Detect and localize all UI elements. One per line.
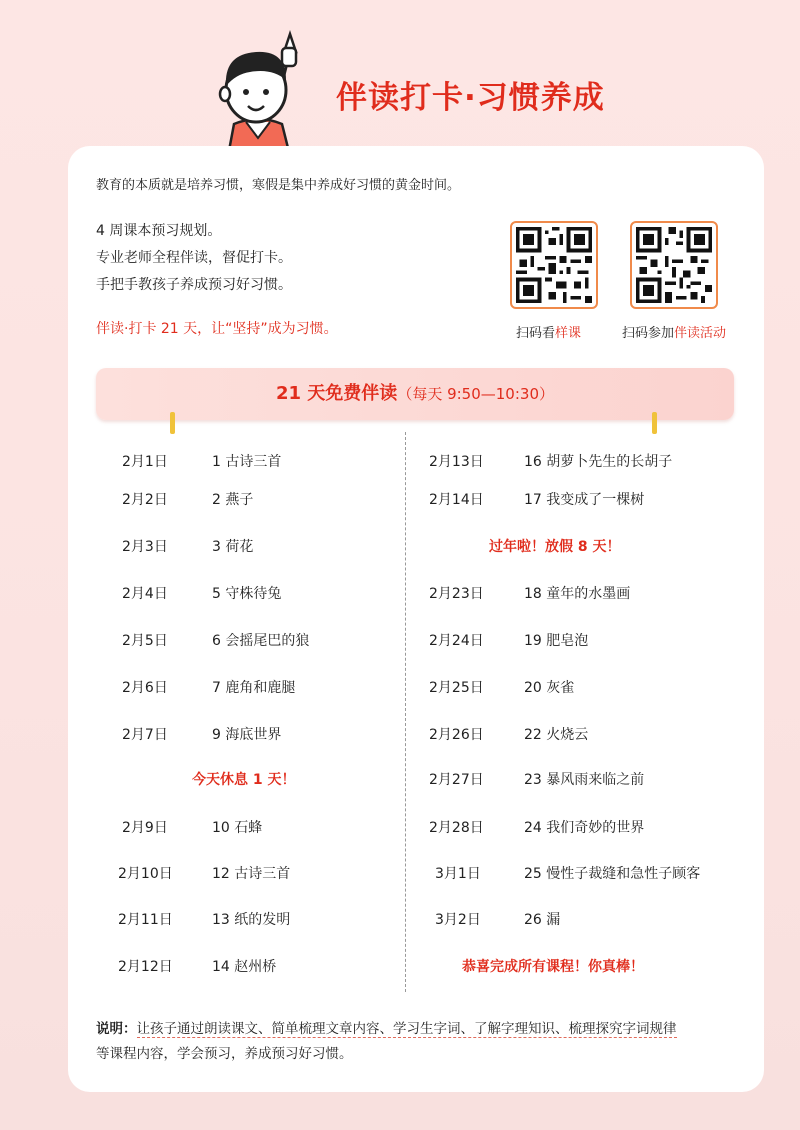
schedule-date: 2月10日	[118, 866, 173, 882]
holiday-note: 过年啦！放假 8 天！	[489, 539, 621, 555]
plan-item: 4 周课本预习规划。	[96, 223, 222, 239]
schedule-date: 2月6日	[122, 680, 168, 696]
schedule-lesson: 12 古诗三首	[212, 866, 291, 882]
slogan-text: 伴读·打卡 21 天，让“坚持”成为习惯。	[96, 321, 338, 337]
footer-line-2: 等课程内容，学会预习，养成预习好习惯。	[96, 1046, 353, 1062]
plan-item: 手把手教孩子养成预习好习惯。	[96, 277, 292, 293]
schedule-lesson: 25 慢性子裁缝和急性子顾客	[524, 866, 701, 882]
schedule-date: 2月28日	[429, 820, 484, 836]
completion-note: 恭喜完成所有课程！你真棒！	[462, 959, 644, 975]
column-divider	[405, 432, 406, 992]
schedule-lesson: 10 石蜂	[212, 820, 263, 836]
schedule-lesson: 22 火烧云	[524, 727, 589, 743]
schedule-date: 2月5日	[122, 633, 168, 649]
schedule-date: 2月14日	[429, 492, 484, 508]
schedule-lesson: 18 童年的水墨画	[524, 586, 631, 602]
schedule-lesson: 14 赵州桥	[212, 959, 277, 975]
banner-time: （每天 9:50—10:30）	[397, 385, 554, 403]
schedule-date: 2月23日	[429, 586, 484, 602]
schedule-lesson: 16 胡萝卜先生的长胡子	[524, 454, 673, 470]
schedule-lesson: 3 荷花	[212, 539, 254, 555]
plan-item: 专业老师全程伴读，督促打卡。	[96, 250, 292, 266]
schedule-date: 2月2日	[122, 492, 168, 508]
footer-note	[96, 1017, 736, 1067]
schedule-date: 2月1日	[122, 454, 168, 470]
boy-mascot-illustration	[206, 28, 316, 156]
qr-code-icon	[516, 227, 592, 303]
schedule-date: 2月3日	[122, 539, 168, 555]
schedule-banner	[96, 368, 734, 420]
qr-code-join-activity[interactable]	[630, 221, 718, 309]
schedule-lesson: 6 会摇尾巴的狼	[212, 633, 310, 649]
schedule-lesson: 24 我们奇妙的世界	[524, 820, 645, 836]
banner-title: 21 天免费伴读	[275, 383, 398, 404]
qr-caption-sample-lesson: 扫码看样课	[516, 326, 582, 341]
schedule-lesson: 26 漏	[524, 912, 561, 928]
qr-code-sample-lesson[interactable]	[510, 221, 598, 309]
intro-text: 教育的本质就是培养习惯，寒假是集中养成好习惯的黄金时间。	[96, 178, 461, 193]
schedule-date: 2月13日	[429, 454, 484, 470]
schedule-date: 2月7日	[122, 727, 168, 743]
schedule-lesson: 5 守株待兔	[212, 586, 282, 602]
schedule-lesson: 7 鹿角和鹿腿	[212, 680, 296, 696]
schedule-lesson: 17 我变成了一棵树	[524, 492, 645, 508]
footer-label: 说明：	[96, 1021, 137, 1037]
schedule-date: 2月26日	[429, 727, 484, 743]
schedule-lesson: 2 燕子	[212, 492, 254, 508]
banner-peg-left	[170, 412, 175, 434]
schedule-date: 2月24日	[429, 633, 484, 649]
schedule-lesson: 9 海底世界	[212, 727, 282, 743]
schedule-date: 2月4日	[122, 586, 168, 602]
rest-day-note: 今天休息 1 天！	[192, 772, 296, 788]
schedule-lesson: 23 暴风雨来临之前	[524, 772, 645, 788]
footer-line-1: 让孩子通过朗读课文、简单梳理文章内容、学习生字词、了解字理知识、梳理探究字词规律	[136, 1021, 677, 1037]
schedule-lesson: 1 古诗三首	[212, 454, 282, 470]
schedule-date: 2月27日	[429, 772, 484, 788]
plan-list	[96, 218, 292, 299]
schedule-date: 3月1日	[435, 866, 481, 882]
page-title: 伴读打卡·习惯养成	[336, 80, 605, 116]
qr-caption-join-activity: 扫码参加伴读活动	[622, 326, 727, 341]
schedule-date: 2月9日	[122, 820, 168, 836]
schedule-lesson: 13 纸的发明	[212, 912, 291, 928]
qr-code-icon	[636, 227, 712, 303]
schedule-date: 2月25日	[429, 680, 484, 696]
schedule-date: 2月11日	[118, 912, 173, 928]
schedule-date: 2月12日	[118, 959, 173, 975]
schedule-lesson: 20 灰雀	[524, 680, 575, 696]
schedule-date: 3月2日	[435, 912, 481, 928]
banner-peg-right	[652, 412, 657, 434]
schedule-lesson: 19 肥皂泡	[524, 633, 589, 649]
